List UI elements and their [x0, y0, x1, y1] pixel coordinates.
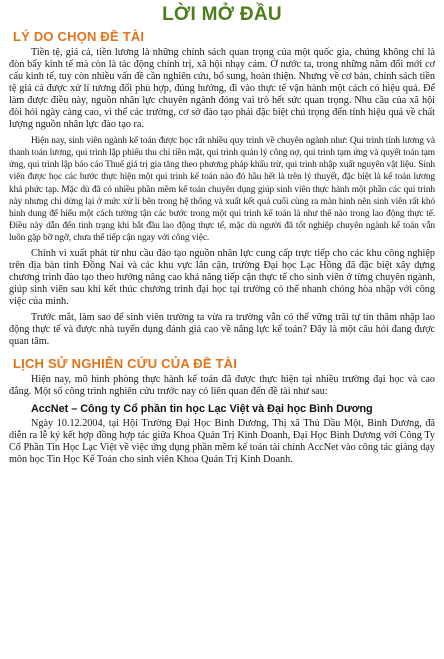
page-title: LỜI MỞ ĐẦU: [162, 4, 282, 25]
company-subheading: AccNet – Công ty Cổ phần tin học Lạc Việt và Đại học Bình Dương: [31, 403, 373, 416]
paragraph-4: Trước mắt, làm sao để sinh viên trường ta vừa ra trường vẫn có thể vững trãi tự tin thâm nhập lao động thực tế và được nhà tuyển dụng đánh giá cao về năng lực kế toán? Đây là một câu hỏi đang được quan tâm.: [9, 311, 435, 348]
paragraph-3: Chính vì xuất phát từ nhu cầu đào tạo nguồn nhân lực cung cấp trực tiếp cho các khu công nghiệp trên địa bàn tỉnh Đồng Nai và các khu vực lân cận, trường Đại học Lạc Hồng đã đặc biệt xây dựng chương trình đào tạo theo hướng nâng cao khả năng tiếp cận thực tế cho sinh viên ở từng chuyên ngành, giúp sinh viên sau khi kết thúc chương trình đại học tại trường có thể nhanh chóng hòa nhập với công việc của mình.: [9, 247, 435, 307]
section-heading-reason: LÝ DO CHỌN ĐỀ TÀI: [13, 29, 145, 44]
paragraph-company: Ngày 10.12.2004, tại Hội Trường Đại Học Bình Dương, Thị xã Thủ Dầu Một, Bình Dương, đã diễn ra lễ ký kết hợp đồng hợp tác giữa Khoa Quản Trị Kinh Doanh, Đại Học Bình Dương với Công Ty Cổ Phần Tin Học Lạc Việt về việc ứng dụng phần mềm kế toán tài chính AccNet vào công tác giảng dạy môn học Tin Học Kế Toán cho sinh viên Khoa Quản Trị Kinh Doanh.: [9, 418, 435, 466]
section-heading-history: LỊCH SỬ NGHIÊN CỨU CỦA ĐỀ TÀI: [13, 356, 238, 372]
paragraph-history-intro: Hiện nay, mô hình phòng thực hành kế toán đã được thực hiện tại nhiều trường đại học và cao đẳng. Một số công trình nghiên cứu trước nay có liên quan đến đề tài như sau:: [9, 374, 435, 398]
paragraph-1: Tiền tệ, giá cả, tiền lương là những chính sách quan trọng của một quốc gia, chúng không chỉ là đòn bẩy kinh tế mà còn là tác động chính trị, xã hội nhạy cảm. Ở nước ta, trong những năm đổi mới cơ cấu kinh tế, tuy còn nhiều vấn đề cần nghiên cứu, bổ sung, hoàn thiện. Nhưng về cơ bản, chính sách tiền tệ giá cả được xử lí tương đối phù hợp, đúng hướng, đi vào thực tế vận hành một cách có hiệu quả. Để làm được điều này, nguồn nhân lực chuyên ngành đóng vai trò hết sức quan trọng. Nhu cầu của xã hội đòi hỏi ngày càng cao, vì thế các trường, cơ sở đào tạo phải đặc biệt chú trọng đến tính hiệu quả về chất lượng nguồn nhân lực đào tạo ra.: [9, 47, 435, 131]
paragraph-2: Hiện nay, sinh viên ngành kế toán được học rất nhiều quy trình về chuyên ngành như: Qui trình tính lương và thanh toán lương, qui trình lập phiếu thu chi tiền mặt, qui trình quản lý công nợ, qui trình tạm ứng và quyết toán tạm ứng, qui trình lập báo cáo Thuế giá trị gia tăng theo phương pháp khấu trừ, qui trình nhập xuất nguyên vật liệu. Sinh viên được học các bước thực hiện một qui trình kế toán nào đó hầu hết là trên lý thuyết, đặc biệt là kế toán lương khá phức tạp. Mặc dù đã có nhiều phần mềm kế toán chuyên dụng giúp sinh viên thực hành một phần các qui trình này nhưng chỉ dừng lại ở mức xử lí bên trong hệ thống và xuất kết quả cuối cùng ra màn hình nên sinh viên rất khó hình dung để hiểu một cách tường tận các bước trong một qui trình kế toán là như thế nào trong lao động thực tế. Điều này dẫn đến tình trạng khi bắt đầu lao động thực tế, mặc dù người đã tốt nghiệp chuyên ngành kế toán vẫn luôn gặp bỡ ngỡ, chưa thể tiếp cận ngay với công việc.: [9, 136, 435, 243]
